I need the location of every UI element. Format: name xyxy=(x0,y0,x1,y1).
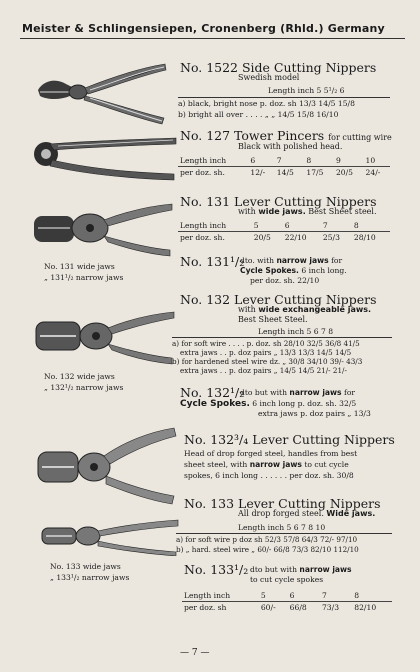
desc-text: for xyxy=(331,256,343,265)
desc-text-bold: narrow jaws xyxy=(299,565,352,574)
table-row xyxy=(182,590,392,602)
desc-text: dto but with xyxy=(250,565,297,574)
product-title-133-half: No. 133¹/₂ xyxy=(184,562,249,577)
sub-text: with xyxy=(238,207,256,216)
product-title-131-half: No. 131¹/₂ xyxy=(180,254,245,269)
lever-nippers-1323-illustration xyxy=(34,426,179,506)
caption-132-half: „ 132¹/₂ narrow jaws xyxy=(44,383,124,392)
table-cell: 7 xyxy=(275,155,305,167)
product-sub-132 xyxy=(238,305,371,314)
price-table-133-half xyxy=(182,590,392,613)
table-cell: 8 xyxy=(352,220,390,232)
page-number: — 7 — xyxy=(180,648,210,658)
product-title-132: No. 132 Lever Cutting Nippers xyxy=(180,292,377,307)
table-cell: 73/3 xyxy=(321,603,340,612)
table-cell: 17/5 xyxy=(306,168,324,177)
header-rule xyxy=(20,38,405,39)
table-cell: 6 xyxy=(288,590,320,602)
table-row xyxy=(178,232,390,244)
product-title-127-main: No. 127 Tower Pincers xyxy=(180,128,325,143)
table-cell: 8 xyxy=(304,155,334,167)
size-header-132: Length inch 5 6 7 8 xyxy=(258,327,334,336)
rule-132 xyxy=(172,337,392,338)
price-row-132a-jaws: extra jaws . . p. doz pairs „ 13/3 13/3 14/5 14/5 xyxy=(180,348,352,357)
price-row-1522a: a) black, bright nose p. doz. sh 13/3 14/5 15/8 xyxy=(178,99,355,108)
table-cell: 9 xyxy=(334,155,364,167)
product-desc-133-half-2: to cut cycle spokes xyxy=(250,575,324,584)
desc-text-bold: narrow jaws xyxy=(249,460,302,469)
tower-pincers-illustration xyxy=(28,128,178,188)
table-row xyxy=(178,167,390,179)
side-cutting-nippers-illustration xyxy=(30,60,170,130)
product-title-127-note: for cutting wire xyxy=(328,133,392,142)
table-cell: per doz. sh xyxy=(184,603,227,612)
size-header-133: Length inch 5 6 7 8 10 xyxy=(238,523,326,532)
product-sub-131 xyxy=(238,207,377,216)
table-row xyxy=(182,602,392,614)
product-title-132-half: No. 132¹/₂ xyxy=(180,385,245,400)
table-cell: 5 xyxy=(252,220,283,232)
table-cell: 12/- xyxy=(250,168,266,177)
desc-text: dto. with xyxy=(240,256,275,265)
table-row xyxy=(178,220,390,232)
product-title-131: No. 131 Lever Cutting Nippers xyxy=(180,194,377,209)
table-cell: per doz. sh. xyxy=(180,233,225,242)
caption-131: No. 131 wide jaws xyxy=(44,262,115,271)
sub-text-bold: Wide jaws. xyxy=(326,509,376,518)
product-sub-127: Black with polished head. xyxy=(238,142,343,151)
table-row xyxy=(178,155,390,167)
desc-text: 6 inch long p. doz. sh. 32/5 xyxy=(252,399,357,408)
lever-nippers-131-illustration xyxy=(30,198,175,258)
price-table-131 xyxy=(178,220,390,243)
product-title-1522: No. 1522 Side Cutting Nippers xyxy=(180,60,377,75)
desc-text-bold: narrow jaws xyxy=(276,256,329,265)
product-desc-133-half xyxy=(250,565,352,574)
product-title-1323: No. 132³/₄ Lever Cutting Nippers xyxy=(184,432,395,447)
lever-nippers-132-illustration xyxy=(32,306,177,366)
product-sub-132-2: Best Sheet Steel. xyxy=(238,315,308,324)
table-cell: 66/8 xyxy=(289,603,307,612)
page-header: Meister & Schlingensiepen, Cronenberg (Rhld.) Germany xyxy=(22,22,385,35)
size-header-1522: Length inch 5 5¹/₂ 6 xyxy=(268,86,345,95)
rule-133 xyxy=(176,533,392,534)
table-cell: 25/3 xyxy=(322,233,340,242)
desc-text: dto but with xyxy=(240,388,287,397)
caption-132: No. 132 wide jaws xyxy=(44,372,115,381)
table-cell: 28/10 xyxy=(353,233,376,242)
table-cell: 20/5 xyxy=(335,168,354,177)
table-cell: per doz. sh. xyxy=(180,168,225,177)
price-row-132b-jaws: extra jaws . . p. doz pairs „ 14/5 14/5 21/- 21/- xyxy=(180,366,347,375)
product-title-127 xyxy=(180,128,392,143)
desc-text: to cut cycle xyxy=(304,460,349,469)
price-table-127 xyxy=(178,155,390,178)
product-desc-131-half-2 xyxy=(240,266,347,275)
product-price-132-half: extra jaws p. doz pairs „ 13/3 xyxy=(258,409,371,418)
desc-text: 6 inch long. xyxy=(301,266,347,275)
caption-131-half: „ 131¹/₂ narrow jaws xyxy=(44,273,124,282)
product-desc-132-half-2 xyxy=(180,399,356,409)
caption-133-half: „ 133¹/₂ narrow jaws xyxy=(50,573,130,582)
product-sub-1522: Swedish model xyxy=(238,73,300,82)
product-desc-132-half xyxy=(240,388,355,397)
product-desc-1323-3: spokes, 6 inch long . . . . . . per doz. sh. 30/8 xyxy=(184,471,354,480)
price-row-133a: a) for soft wire p doz sh 52/3 57/8 64/3 72/- 97/10 xyxy=(176,535,358,544)
price-row-1522b: b) bright all over . . . . „ „ 14/5 15/8 16/10 xyxy=(178,110,339,119)
desc-text-bold: narrow jaws xyxy=(289,388,342,397)
price-row-133b: b) „ hard. steel wire „ 60/- 66/8 73/3 82/10 112/10 xyxy=(176,545,359,554)
price-row-132b: b) for hardened steel wire dz. „ 30/8 34/10 39/- 43/3 xyxy=(172,357,363,366)
rule-1522 xyxy=(178,97,390,98)
table-cell: Length inch xyxy=(182,590,259,602)
desc-text-bold: Cycle Spokes. xyxy=(180,399,250,409)
desc-text-bold: Cycle Spokes. xyxy=(240,266,299,275)
table-cell: 82/10 xyxy=(354,603,377,612)
table-cell: Length inch xyxy=(178,155,248,167)
desc-text: for xyxy=(344,388,356,397)
sub-text: All drop forged steel. xyxy=(238,509,324,518)
table-cell: 5 xyxy=(259,590,288,602)
lever-nippers-133-illustration xyxy=(40,516,180,556)
table-cell: 60/- xyxy=(260,603,276,612)
table-cell: 7 xyxy=(320,590,352,602)
caption-133: No. 133 wide jaws xyxy=(50,562,121,571)
table-cell: 6 xyxy=(248,155,274,167)
table-cell: 6 xyxy=(283,220,321,232)
price-row-132a: a) for soft wire . . . . p. doz. sh 28/10 32/5 36/8 41/5 xyxy=(172,339,360,348)
table-cell: 22/10 xyxy=(284,233,307,242)
product-desc-131-half xyxy=(240,256,342,265)
product-desc-1323-2 xyxy=(184,460,349,469)
table-cell: Length inch xyxy=(178,220,252,232)
sub-text: with xyxy=(238,305,256,314)
table-cell: 14/5 xyxy=(276,168,294,177)
table-cell: 10 xyxy=(364,155,390,167)
sub-text-bold: wide jaws. xyxy=(258,207,306,216)
product-desc-1323-1: Head of drop forged steel, handles from best xyxy=(184,449,358,458)
product-title-133: No. 133 Lever Cutting Nippers xyxy=(184,496,381,511)
table-cell: 8 xyxy=(352,590,392,602)
table-cell: 7 xyxy=(321,220,352,232)
table-cell: 20/5 xyxy=(253,233,271,242)
sub-text-bold: wide exchangeable jaws. xyxy=(258,305,372,314)
product-sub-133 xyxy=(238,509,375,518)
table-cell: 24/- xyxy=(365,168,381,177)
product-price-131-half: per doz. sh. 22/10 xyxy=(250,276,320,285)
sub-text: Best Sheet steel. xyxy=(308,207,377,216)
desc-text: sheet steel, with xyxy=(184,460,248,469)
